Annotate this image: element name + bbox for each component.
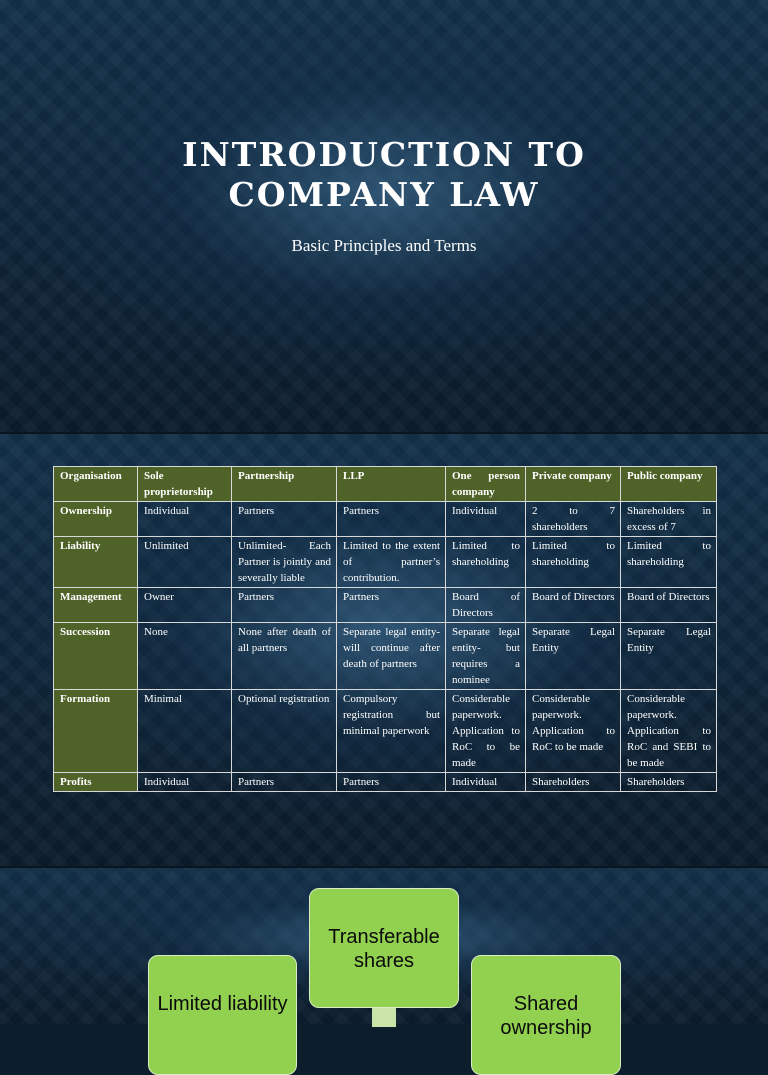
table-cell: Limited to shareholding <box>446 537 526 588</box>
table-cell: Limited to shareholding <box>621 537 717 588</box>
table-cell: Partners <box>337 502 446 537</box>
table-cell: Owner <box>138 588 232 623</box>
comparison-table <box>53 466 717 792</box>
table-cell: Partners <box>232 502 337 537</box>
table-cell: Limited to the extent of partner’s contribution. <box>337 537 446 588</box>
slide-subtitle: Basic Principles and Terms <box>291 236 477 255</box>
row-header-cell: Formation <box>54 690 138 773</box>
diagram-connector <box>372 1007 396 1027</box>
table-cell: Minimal <box>138 690 232 773</box>
table-cell: Partners <box>337 773 446 792</box>
table-slide <box>0 434 768 866</box>
header-cell: Organisation <box>54 467 138 502</box>
table-row <box>54 690 717 773</box>
table-cell: Compulsory registration but minimal paperwork <box>337 690 446 773</box>
header-cell: LLP <box>337 467 446 502</box>
row-header-cell: Ownership <box>54 502 138 537</box>
table-cell: None after death of all partners <box>232 623 337 690</box>
table-cell: Separate legal entity- but requires a nominee <box>446 623 526 690</box>
row-header-cell: Profits <box>54 773 138 792</box>
table-cell: Individual <box>138 773 232 792</box>
table-cell: Optional registration <box>232 690 337 773</box>
table-cell: Separate Legal Entity <box>621 623 717 690</box>
table-cell: Limited to shareholding <box>526 537 621 588</box>
table-cell: Unlimited <box>138 537 232 588</box>
table-cell: Individual <box>446 773 526 792</box>
table-cell: Considerable paperwork. Application to RoC to be made <box>526 690 621 773</box>
table-cell: Partners <box>337 588 446 623</box>
header-cell: Private company <box>526 467 621 502</box>
table-cell: Shareholders <box>621 773 717 792</box>
table-cell: Separate legal entity- will continue after death of partners <box>337 623 446 690</box>
table-cell: Board of Directors <box>446 588 526 623</box>
table-row <box>54 502 717 537</box>
table-cell: Considerable paperwork. Application to RoC and SEBI to be made <box>621 690 717 773</box>
table-cell: Unlimited- Each Partner is jointly and severally liable <box>232 537 337 588</box>
row-header-cell: Liability <box>54 537 138 588</box>
diagram-box-shared-ownership <box>471 955 621 1075</box>
header-cell: Partnership <box>232 467 337 502</box>
table-cell: Partners <box>232 588 337 623</box>
table-row <box>54 623 717 690</box>
table-cell: Individual <box>446 502 526 537</box>
table-header-row <box>54 467 717 502</box>
row-header-cell: Succession <box>54 623 138 690</box>
table-cell: Shareholders in excess of 7 <box>621 502 717 537</box>
table-cell: Individual <box>138 502 232 537</box>
table-cell: Partners <box>232 773 337 792</box>
diagram-box-limited-liability <box>148 955 297 1075</box>
diagram-box-label: Limited liability <box>157 993 288 1015</box>
table-cell: Separate Legal Entity <box>526 623 621 690</box>
header-cell: One person company <box>446 467 526 502</box>
title-line-2: COMPANY LAW <box>228 175 540 214</box>
table-row <box>54 773 717 792</box>
table-cell: Board of Directors <box>621 588 717 623</box>
slide-title <box>0 135 768 215</box>
table-cell: Considerable paperwork. Application to RoC to be made <box>446 690 526 773</box>
diagram-box-label: Transferable shares <box>328 926 440 972</box>
diagram-box-label: Shared ownership <box>500 993 592 1039</box>
diagram-slide <box>0 868 768 1039</box>
table-cell: None <box>138 623 232 690</box>
table-cell: Shareholders <box>526 773 621 792</box>
table-row <box>54 588 717 623</box>
title-line-1: INTRODUCTION TO <box>182 135 586 174</box>
table-row <box>54 537 717 588</box>
header-cell: Public company <box>621 467 717 502</box>
table-cell: 2 to 7 shareholders <box>526 502 621 537</box>
row-header-cell: Management <box>54 588 138 623</box>
header-cell: Sole proprietorship <box>138 467 232 502</box>
diagram-box-transferable-shares <box>309 888 459 1008</box>
table-cell: Board of Directors <box>526 588 621 623</box>
title-slide <box>0 0 768 432</box>
